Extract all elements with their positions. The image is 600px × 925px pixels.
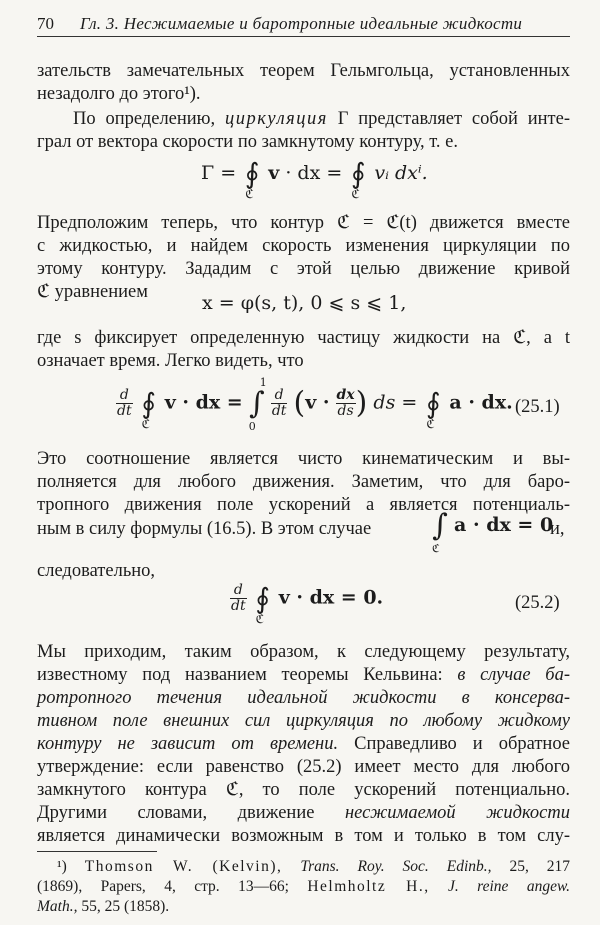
paren-close: ) — [355, 385, 368, 421]
text-line: с жидкостью, и найдем скорость изменения циркуляции по — [37, 236, 570, 256]
text-span: известному под названием теоремы Кельвина: — [37, 665, 443, 685]
theorem-text: контуру не зависит от времени. — [37, 734, 339, 754]
integral-subscript: ℭ — [351, 187, 360, 201]
formula-curve: x = φ(s, t), 0 ⩽ s ⩽ 1, — [202, 292, 407, 314]
text-line: Предположим теперь, что контур ℭ = ℭ(t) движется вместе — [37, 213, 570, 233]
footnote-line — [37, 877, 570, 897]
text-line: этому контуру. Зададим с этой целью движение кривой — [37, 259, 570, 279]
text-line: ℭ уравнением — [37, 282, 148, 302]
contour-integral-sign: ∮ ℭ — [426, 386, 441, 431]
fraction-denominator: ds — [337, 403, 354, 419]
velocity-symbol: v — [268, 162, 280, 184]
formula-part: a · dx = 0 — [454, 514, 554, 536]
footnote-rule — [37, 851, 157, 852]
text-line: ным в силу формулы (16.5). В этом случае — [37, 519, 372, 539]
integral-subscript: ℭ — [141, 416, 151, 431]
text-line — [37, 802, 570, 824]
contour-integral-sign: ∮ ℭ — [255, 581, 270, 626]
footnote-text: 25, 217 — [509, 858, 571, 875]
contour-integral-sign: ∮ ℭ — [351, 157, 366, 201]
formula-part: · dx = — [285, 162, 343, 184]
formula-rhs: vᵢ dxⁱ. — [374, 162, 428, 184]
inline-formula — [432, 508, 554, 555]
equation-number: (25.2) — [515, 593, 560, 613]
footnote-line — [57, 857, 570, 877]
text-line: является динамически возможным в том и только в том слу- — [37, 826, 570, 846]
formula-circulation — [201, 157, 428, 201]
fraction-numerator: d — [116, 388, 133, 404]
integral-subscript: ℭ — [245, 187, 254, 201]
text-line: полняется для любого движения. Заметим, что для баро- — [37, 472, 570, 492]
footnote-journal: Trans. Roy. Soc. Edinb., — [300, 858, 492, 875]
theorem-text: в случае ба- — [457, 665, 571, 685]
integral-subscript: ℭ — [426, 416, 435, 431]
chapter-title: Гл. 3. Несжимаемые и баротропные идеальные жидкости — [80, 14, 523, 33]
fraction-numerator: d — [271, 388, 288, 404]
formula-25-2 — [230, 581, 384, 626]
text-line: Это соотношение является чисто кинематическим и вы- — [37, 449, 570, 469]
contour-integral-sign: ∮ ℭ — [141, 386, 156, 431]
text-line: утверждение: если равенство (25.2) имеет место для любого — [37, 757, 570, 777]
derivative-fraction — [116, 388, 133, 419]
text-span: Другими словами, движение — [37, 803, 315, 823]
defined-term: циркуляция — [224, 109, 328, 129]
text-span: Справедливо и обратное — [354, 734, 571, 754]
footnote-text: 55, 25 (1858). — [81, 898, 170, 915]
contour-integral-sign: ∮ ℭ — [244, 157, 260, 201]
dx-ds-fraction — [336, 388, 356, 419]
text-line: грал от вектора скорости по замкнутому контуру, т. е. — [37, 132, 459, 152]
equation-number: (25.1) — [515, 397, 560, 417]
page-number: 70 — [37, 14, 54, 33]
text-span: и, — [550, 519, 565, 539]
footnote-journal: J. reine angew. — [448, 878, 571, 895]
formula-part: v · dx = 0. — [278, 586, 384, 609]
definite-integral-sign: ∫ 1 0 — [248, 375, 267, 433]
fraction-denominator: dt — [117, 403, 132, 419]
text-line: Мы приходим, таким образом, к следующему результату, — [37, 642, 570, 662]
integral-subscript: ℭ — [255, 611, 265, 626]
theorem-text: ротропного течения идеальной жидкости в консерва- — [37, 688, 570, 708]
text-line: означает время. Легко видеть, что — [37, 351, 304, 371]
fraction-denominator: dt — [231, 598, 246, 614]
text-span: По определению, — [73, 109, 216, 129]
formula-part: v · — [305, 391, 330, 414]
footnote-journal: Math., — [37, 898, 78, 915]
running-header — [37, 14, 570, 37]
text-line: где s фиксирует определенную частицу жидкости на ℭ, а t — [37, 328, 570, 348]
text-line: следовательно, — [37, 561, 156, 581]
text-span: Γ представляет собой интe- — [337, 109, 571, 129]
footnote-mark: ¹) — [57, 858, 67, 875]
contour-integral-sign: ∫ ℭ — [432, 508, 448, 555]
derivative-fraction — [230, 583, 247, 614]
formula-part: a · dx. — [449, 391, 513, 414]
integral-upper-limit: 1 — [259, 375, 267, 389]
emphasis-text: несжимаемой жидкости — [344, 803, 570, 823]
formula-lhs: Γ = — [201, 162, 237, 184]
formula-25-1 — [116, 375, 513, 433]
text-line: замкнутого контура ℭ, то поле ускорений потенциально. — [37, 780, 570, 800]
derivative-fraction — [271, 388, 288, 419]
footnote-author: Thomson W. (Kelvin), — [84, 858, 283, 875]
fraction-numerator: dx — [336, 387, 355, 403]
integral-lower-limit: 0 — [248, 419, 256, 433]
paren-open: ( — [293, 385, 306, 421]
formula-part: v · dx = — [164, 391, 243, 414]
text-line: зательств замечательных теорем Гельмгольца, установленных — [37, 61, 570, 81]
footnote-author: Helmholtz H., — [307, 878, 430, 895]
text-line: незадолго до этого¹). — [37, 84, 201, 104]
fraction-numerator: d — [230, 583, 247, 599]
text-line: тропного движения поле ускорений a является потенциаль- — [37, 495, 570, 515]
formula-part: ds = — [373, 391, 418, 414]
theorem-text: тивном поле внешних сил циркуляция по любому жидкому — [37, 711, 570, 731]
footnote-text: (1869), Papers, 4, стр. 13—66; — [37, 878, 289, 895]
footnote-line — [37, 897, 570, 917]
definition-line — [73, 108, 570, 130]
integral-subscript: ℭ — [432, 542, 440, 555]
fraction-denominator: dt — [271, 403, 287, 419]
text-line — [37, 664, 570, 686]
text-line — [37, 733, 570, 755]
